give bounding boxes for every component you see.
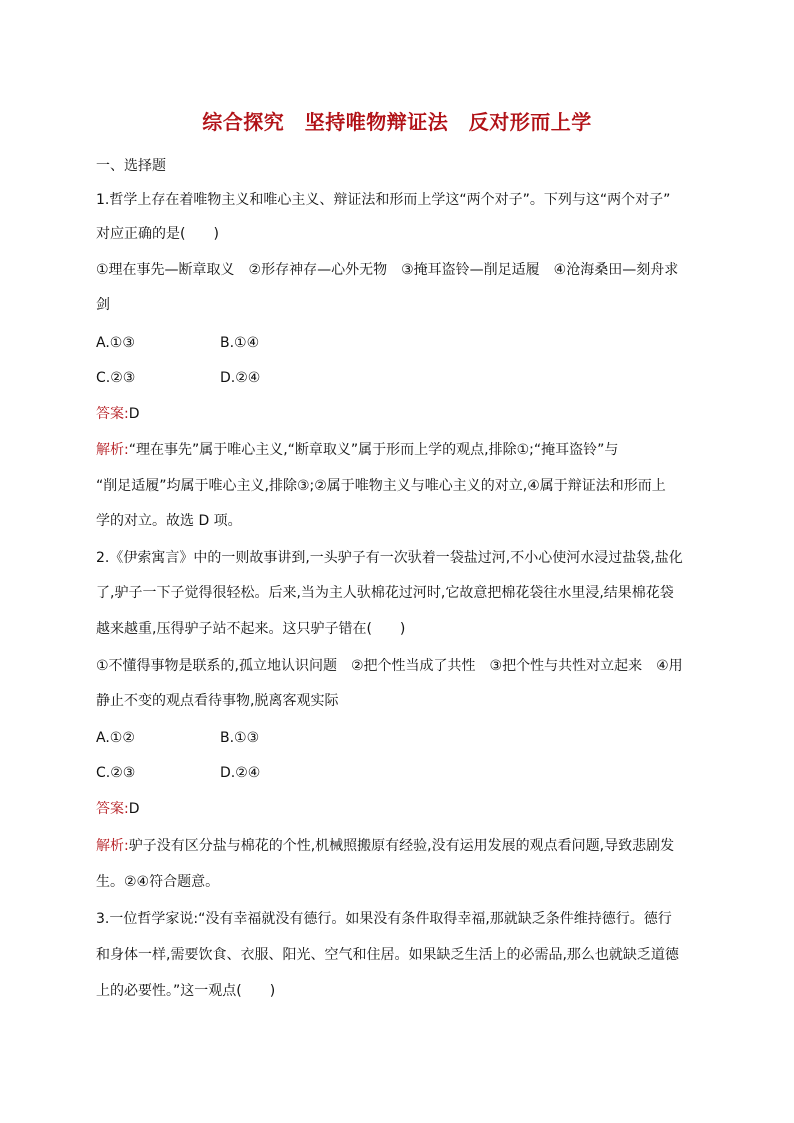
q1-answer [96, 404, 706, 424]
q2-analysis-label: 解析: [96, 838, 129, 854]
q1-items-line-2: 剑 [96, 297, 110, 313]
q1-stem-line-1: 1.哲学上存在着唯物主义和唯心主义、辩证法和形而上学这“两个对子”。下列与这“两个对子” [96, 192, 671, 208]
q1-analysis-line-2: “削足适履”均属于唯心主义,排除③;②属于唯物主义与唯心主义的对立,④属于辩证法和形而上 [96, 478, 666, 494]
q1-stem-line-2: 对应正确的是( ) [96, 226, 219, 242]
q3-stem-line-2: 和身体一样,需要饮食、衣服、阳光、空气和住居。如果缺乏生活上的必需品,那么也就缺乏道德 [96, 947, 679, 963]
q2-option-c: C.②③ [96, 765, 136, 781]
q1-items-line-1: ①理在事先—断章取义 ②形存神存—心外无物 ③掩耳盗铃—削足适履 ④沧海桑田—刻舟求 [96, 262, 679, 278]
q1-analysis-line-3: 学的对立。故选 D 项。 [96, 513, 242, 529]
q3-stem-line-1: 3.一位哲学家说:“没有幸福就没有德行。如果没有条件取得幸福,那就缺乏条件维持德行。德行 [96, 911, 672, 927]
q2-answer [96, 799, 706, 819]
q2-answer-value: D [128, 801, 140, 817]
document-title: 综合探究 坚持唯物辩证法 反对形而上学 [202, 110, 592, 134]
q1-analysis-text-1: “理在事先”属于唯心主义,“断章取义”属于形而上学的观点,排除①;“掩耳盗铃”与 [128, 442, 619, 458]
q2-option-d: D.②④ [220, 765, 261, 781]
q1-analysis-label: 解析: [96, 442, 129, 458]
q1-analysis-line-1 [96, 440, 706, 460]
q3-stem-line-3: 上的必要性。”这一观点( ) [96, 983, 276, 999]
q2-analysis-text-1: 驴子没有区分盐与棉花的个性,机械照搬原有经验,没有运用发展的观点看问题,导致悲剧发 [128, 838, 675, 854]
q2-stem-line-2: 了,驴子一下子觉得很轻松。后来,当为主人驮棉花过河时,它故意把棉花袋往水里浸,结果棉花袋 [96, 585, 674, 601]
q1-option-a: A.①③ [96, 335, 135, 351]
q1-option-b: B.①④ [220, 335, 260, 351]
q2-analysis-line-1 [96, 836, 706, 856]
q1-option-d: D.②④ [220, 370, 261, 386]
q2-stem-line-1: 2.《伊索寓言》中的一则故事讲到,一头驴子有一次驮着一袋盐过河,不小心使河水浸过盐袋,盐化 [96, 550, 683, 566]
q1-option-c: C.②③ [96, 370, 136, 386]
q1-answer-label: 答案: [96, 406, 129, 422]
q2-answer-label: 答案: [96, 801, 129, 817]
q1-answer-value: D [128, 406, 140, 422]
section-heading: 一、选择题 [96, 158, 166, 174]
q2-option-a: A.①② [96, 730, 135, 746]
q2-items-line-2: 静止不变的观点看待事物,脱离客观实际 [96, 693, 339, 709]
q2-analysis-line-2: 生。②④符合题意。 [96, 874, 220, 890]
q2-stem-line-3: 越来越重,压得驴子站不起来。这只驴子错在( ) [96, 621, 406, 637]
q2-option-b: B.①③ [220, 730, 260, 746]
q2-items-line-1: ①不懂得事物是联系的,孤立地认识问题 ②把个性当成了共性 ③把个性与共性对立起来 ④用 [96, 658, 683, 674]
